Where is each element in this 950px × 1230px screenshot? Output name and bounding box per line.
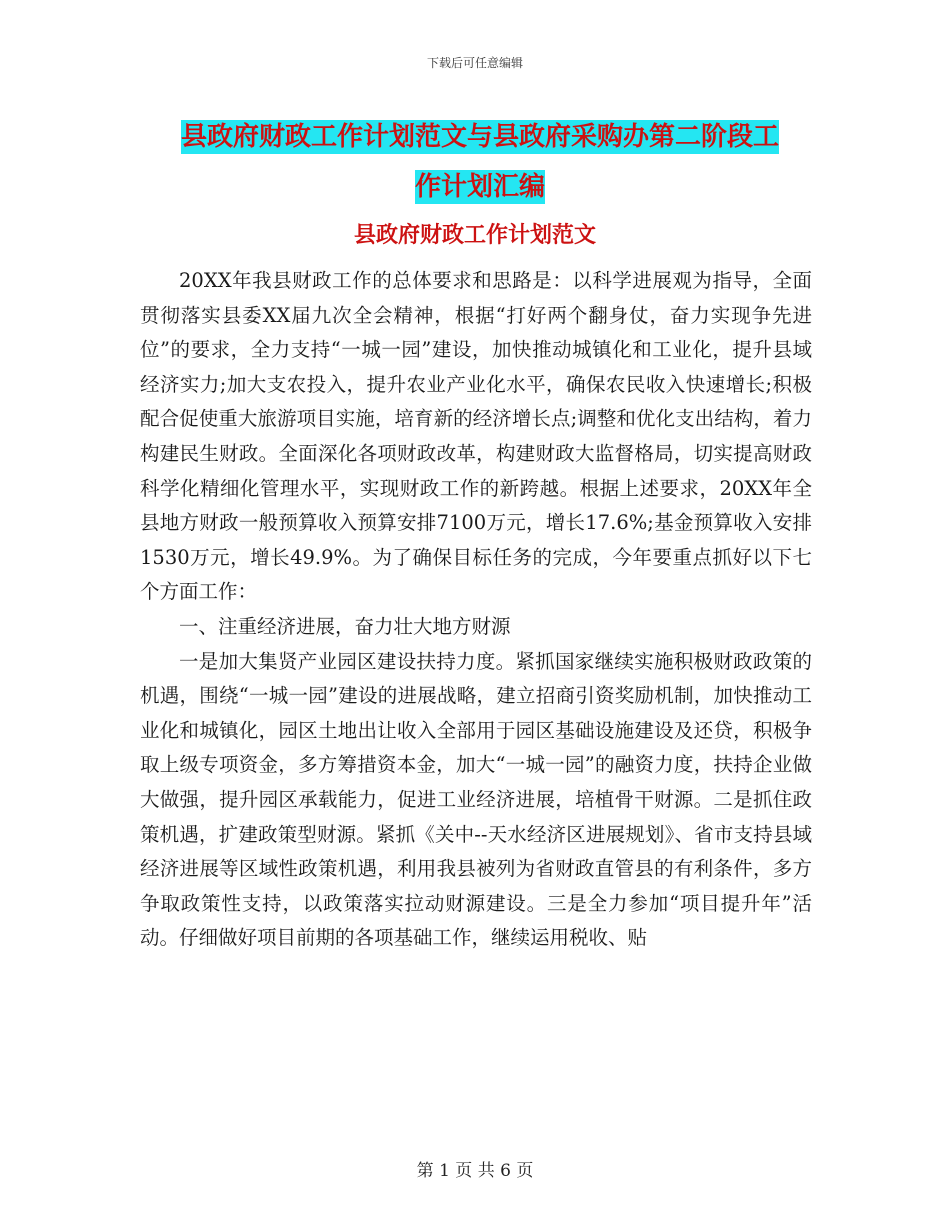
body-text (140, 264, 812, 956)
document-title-line1: 县政府财政工作计划范文与县政府采购办第二阶段工 (180, 122, 779, 152)
paragraph: 一是加大集贤产业园区建设扶持力度。紧抓国家继续实施积极财政政策的机遇，围绕“一城一园”建设的进展战略，建立招商引资奖励机制，加快推动工业化和城镇化，园区土地出让收入全部用于园区基础设施建设及还贷，积极争取上级专项资金，多方筹措资本金，加大“一城一园”的融资力度，扶持企业做大做强，提升园区承载能力，促进工业经济进展，培植骨干财源。二是抓住政策机遇，扩建政策型财源。紧抓《关中--天水经济区进展规划》、省市支持县域经济进展等区域性政策机遇，利用我县被列为省财政直管县的有利条件，多方争取政策性支持，以政策落实拉动财源建设。三是全力参加“项目提升年”活动。仔细做好项目前期的各项基础工作，继续运用税收、贴 (140, 649, 812, 950)
page-number-footer: 第 1 页 共 6 页 (416, 1161, 534, 1181)
document-title (140, 112, 820, 212)
section-title: 县政府财政工作计划范文 (353, 222, 596, 248)
paragraph: 一、注重经济进展，奋力壮大地方财源 (179, 614, 511, 638)
header-note: 下载后可任意编辑 (426, 56, 523, 70)
document-title-line2: 作计划汇编 (414, 172, 545, 202)
paragraph: 20XX年我县财政工作的总体要求和思路是：以科学进展观为指导，全面贯彻落实县委XX届九次全会精神，根据“打好两个翻身仗，奋力实现争先进位”的要求，全力支持“一城一园”建设，加快推动城镇化和工业化，提升县域经济实力;加大支农投入，提升农业产业化水平，确保农民收入快速增长;积极配合促使重大旅游项目实施，培育新的经济增长点;调整和优化支出结构，着力构建民生财政。全面深化各项财政改革，构建财政大监督格局，切实提高财政科学化精细化管理水平，实现财政工作的新跨越。根据上述要求，20XX年全县地方财政一般预算收入预算安排7100万元，增长17.6%;基金预算收入安排1530万元，增长49.9%。为了确保目标任务的完成，今年要重点抓好以下七个方面工作： (140, 269, 812, 604)
